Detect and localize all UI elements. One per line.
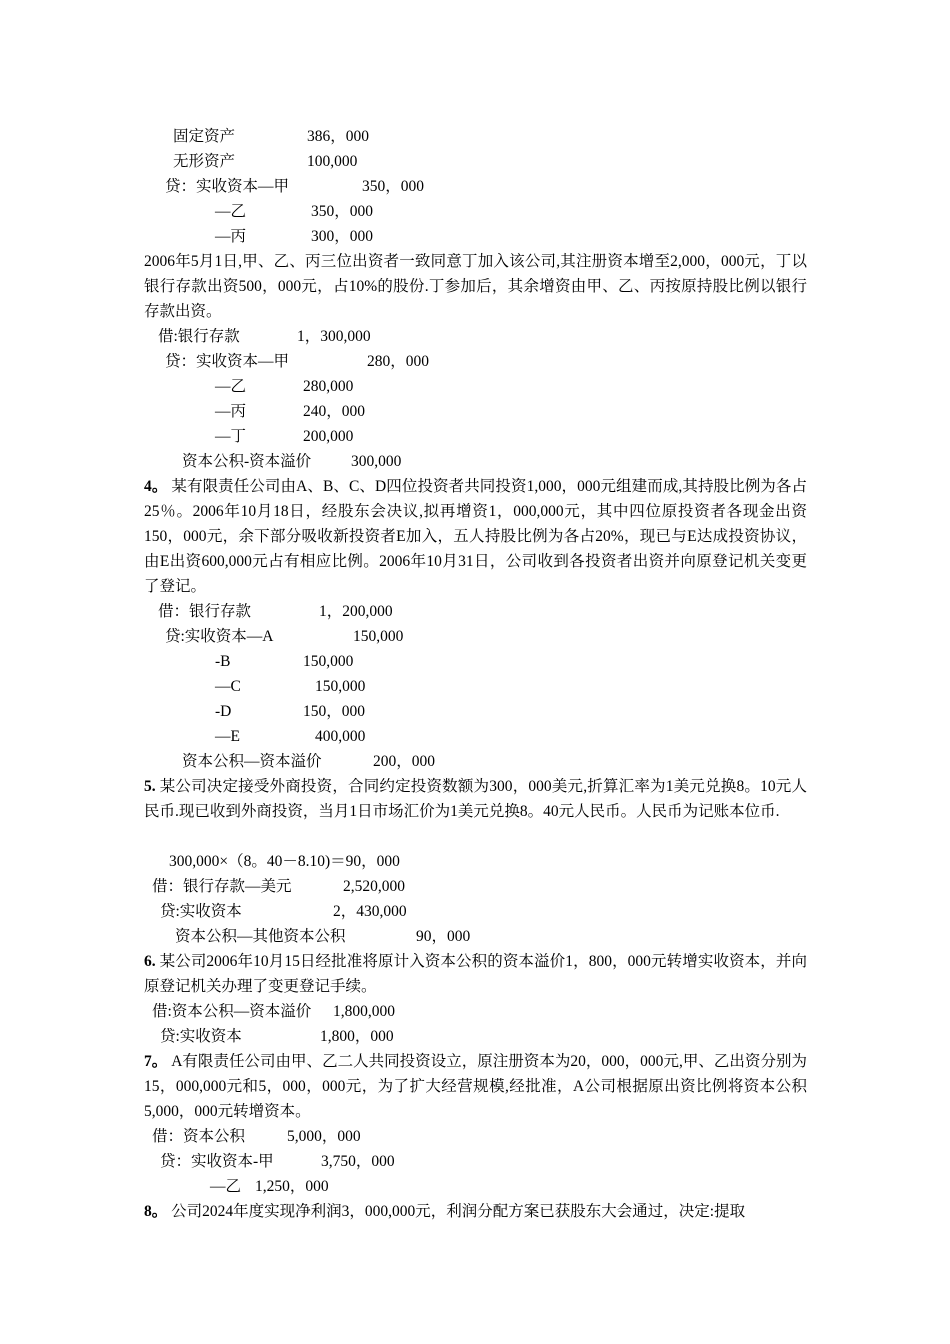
entry-line-credit-jia-amount: 350，000 (362, 178, 425, 195)
entry-5-debit-amount: 2,520,000 (343, 878, 405, 895)
entry-7-debit-account: 借：资本公积 (152, 1128, 246, 1145)
question-4-text: 某有限责任公司由A、B、C、D四位投资者共同投资1,000，000元组建而成,其持股比例为各占25％。2006年10月18日，经股东会决议,拟再增资1，000,000元，其中四位原投资者各现金出资150，000元，余下部分吸收新投资者E加入，五人持股比例为各占20%，现已与E达成投资协议，由E出资600,000元占有相应比例。2006年10月31日，公司收到各投资者出资并向原登记机关变更了登记。 (144, 478, 807, 595)
entry-5-credit-surplus-amount: 90，000 (416, 928, 471, 945)
entry-4-credit-c-amount: 150,000 (315, 678, 366, 695)
entry-3b-debit-account: 借:银行存款 (158, 328, 240, 345)
entry-3b-credit-yi-account: —乙 (215, 378, 247, 395)
entry-line-intangible-amount: 100,000 (307, 153, 358, 170)
entry-line-credit-bing-amount: 300，000 (311, 228, 374, 245)
entry-3b-credit-bing-amount: 240，000 (303, 403, 366, 420)
entry-line-intangible-account: 无形资产 (173, 153, 236, 170)
question-8-number: 8。 (144, 1203, 168, 1220)
entry-6-credit-account: 贷:实收资本 (160, 1028, 242, 1045)
entry-3b-credit-jia-amount: 280，000 (367, 353, 430, 370)
entry-line-credit-yi-amount: 350，000 (311, 203, 374, 220)
entry-4-debit-account: 借：银行存款 (158, 603, 252, 620)
entry-line-credit-yi-account: —乙 (215, 203, 247, 220)
entry-line-credit-bing-account: —丙 (215, 228, 247, 245)
question-3b-paragraph: 2006年5月1日,甲、乙、丙三位出资者一致同意丁加入该公司,其注册资本增至2,000，000元，丁以银行存款出资500，000元，占10%的股份.丁参加后，其余增资由甲、乙、丙按原持股比例以银行存款出资。 (144, 253, 807, 320)
question-5-number: 5. (144, 778, 156, 795)
entry-7-credit-yi-account: —乙 (210, 1178, 242, 1195)
entry-4-credit-d-amount: 150，000 (303, 703, 366, 720)
entry-5-credit-capital-amount: 2，430,000 (333, 903, 407, 920)
entry-5-debit-account: 借：银行存款—美元 (152, 878, 292, 895)
entry-7-credit-jia-amount: 3,750，000 (321, 1153, 395, 1170)
entry-5-credit-capital-account: 贷:实收资本 (160, 903, 242, 920)
entry-4-credit-b-account: -B (215, 653, 231, 670)
entry-3b-credit-yi-amount: 280,000 (303, 378, 354, 395)
question-4-number: 4。 (144, 478, 168, 495)
entry-4-credit-surplus-amount: 200，000 (373, 753, 436, 770)
entry-line-credit-jia-account: 贷：实收资本—甲 (165, 178, 290, 195)
entry-6-credit-amount: 1,800，000 (320, 1028, 394, 1045)
entry-3b-credit-bing-account: —丙 (215, 403, 247, 420)
entry-3b-credit-surplus-amount: 300,000 (351, 453, 402, 470)
question-5-paragraph (144, 774, 807, 824)
question-6-paragraph (144, 949, 807, 999)
entry-4-credit-e-account: —E (215, 728, 240, 745)
entry-line-fixed-assets-account: 固定资产 (173, 128, 236, 145)
question-5-text: 某公司决定接受外商投资，合同约定投资数额为300，000美元,折算汇率为1美元兑换8。10元人民币.现已收到外商投资，当月1日市场汇价为1美元兑换8。40元人民币。人民币为记账本位币. (144, 778, 807, 820)
entry-line-fixed-assets-amount: 386，000 (307, 128, 370, 145)
entry-4-credit-surplus-account: 资本公积—资本溢价 (182, 753, 322, 770)
entry-3b-credit-ding-amount: 200,000 (303, 428, 354, 445)
question-6-text: 某公司2006年10月15日经批准将原计入资本公积的资本溢价1，800，000元转增实收资本，并向原登记机关办理了变更登记手续。 (144, 953, 807, 995)
entry-7-credit-jia-account: 贷：实收资本-甲 (160, 1153, 274, 1170)
question-8-text: 公司2024年度实现净利润3，000,000元，利润分配方案已获股东大会通过，决定:提取 (167, 1203, 746, 1220)
entry-4-credit-e-amount: 400,000 (315, 728, 366, 745)
question-4-paragraph (144, 474, 807, 599)
entry-6-debit-account: 借:资本公积—资本溢价 (152, 1003, 312, 1020)
question-6-number: 6. (144, 953, 156, 970)
entry-4-credit-c-account: —C (215, 678, 241, 695)
entry-6-debit-amount: 1,800,000 (333, 1003, 395, 1020)
entry-3b-credit-surplus-account: 资本公积-资本溢价 (182, 453, 312, 470)
question-8-paragraph (144, 1199, 807, 1224)
entry-4-credit-b-amount: 150,000 (303, 653, 354, 670)
entry-4-credit-d-account: -D (215, 703, 232, 720)
entry-7-debit-amount: 5,000，000 (287, 1128, 361, 1145)
entry-4-credit-a-amount: 150,000 (353, 628, 404, 645)
entry-3b-debit-amount: 1，300,000 (297, 328, 371, 345)
question-7-number: 7。 (144, 1053, 168, 1070)
question-7-text: A有限责任公司由甲、乙二人共同投资设立，原注册资本为20，000，000元,甲、乙出资分别为15，000,000元和5，000，000元，为了扩大经营规模,经批准，A公司根据原出资比例将资本公积5,000，000元转增资本。 (144, 1053, 807, 1120)
entry-7-credit-yi-amount: 1,250，000 (255, 1178, 329, 1195)
entry-3b-credit-jia-account: 贷：实收资本—甲 (165, 353, 290, 370)
entry-3b-credit-ding-account: —丁 (215, 428, 247, 445)
entry-5-calculation: 300,000×（8。40－8.10)＝90，000 (169, 853, 400, 870)
entry-4-debit-amount: 1，200,000 (319, 603, 393, 620)
entry-4-credit-a-account: 贷:实收资本—A (165, 628, 274, 645)
question-7-paragraph (144, 1049, 807, 1124)
entry-5-credit-surplus-account: 资本公积—其他资本公积 (175, 928, 346, 945)
